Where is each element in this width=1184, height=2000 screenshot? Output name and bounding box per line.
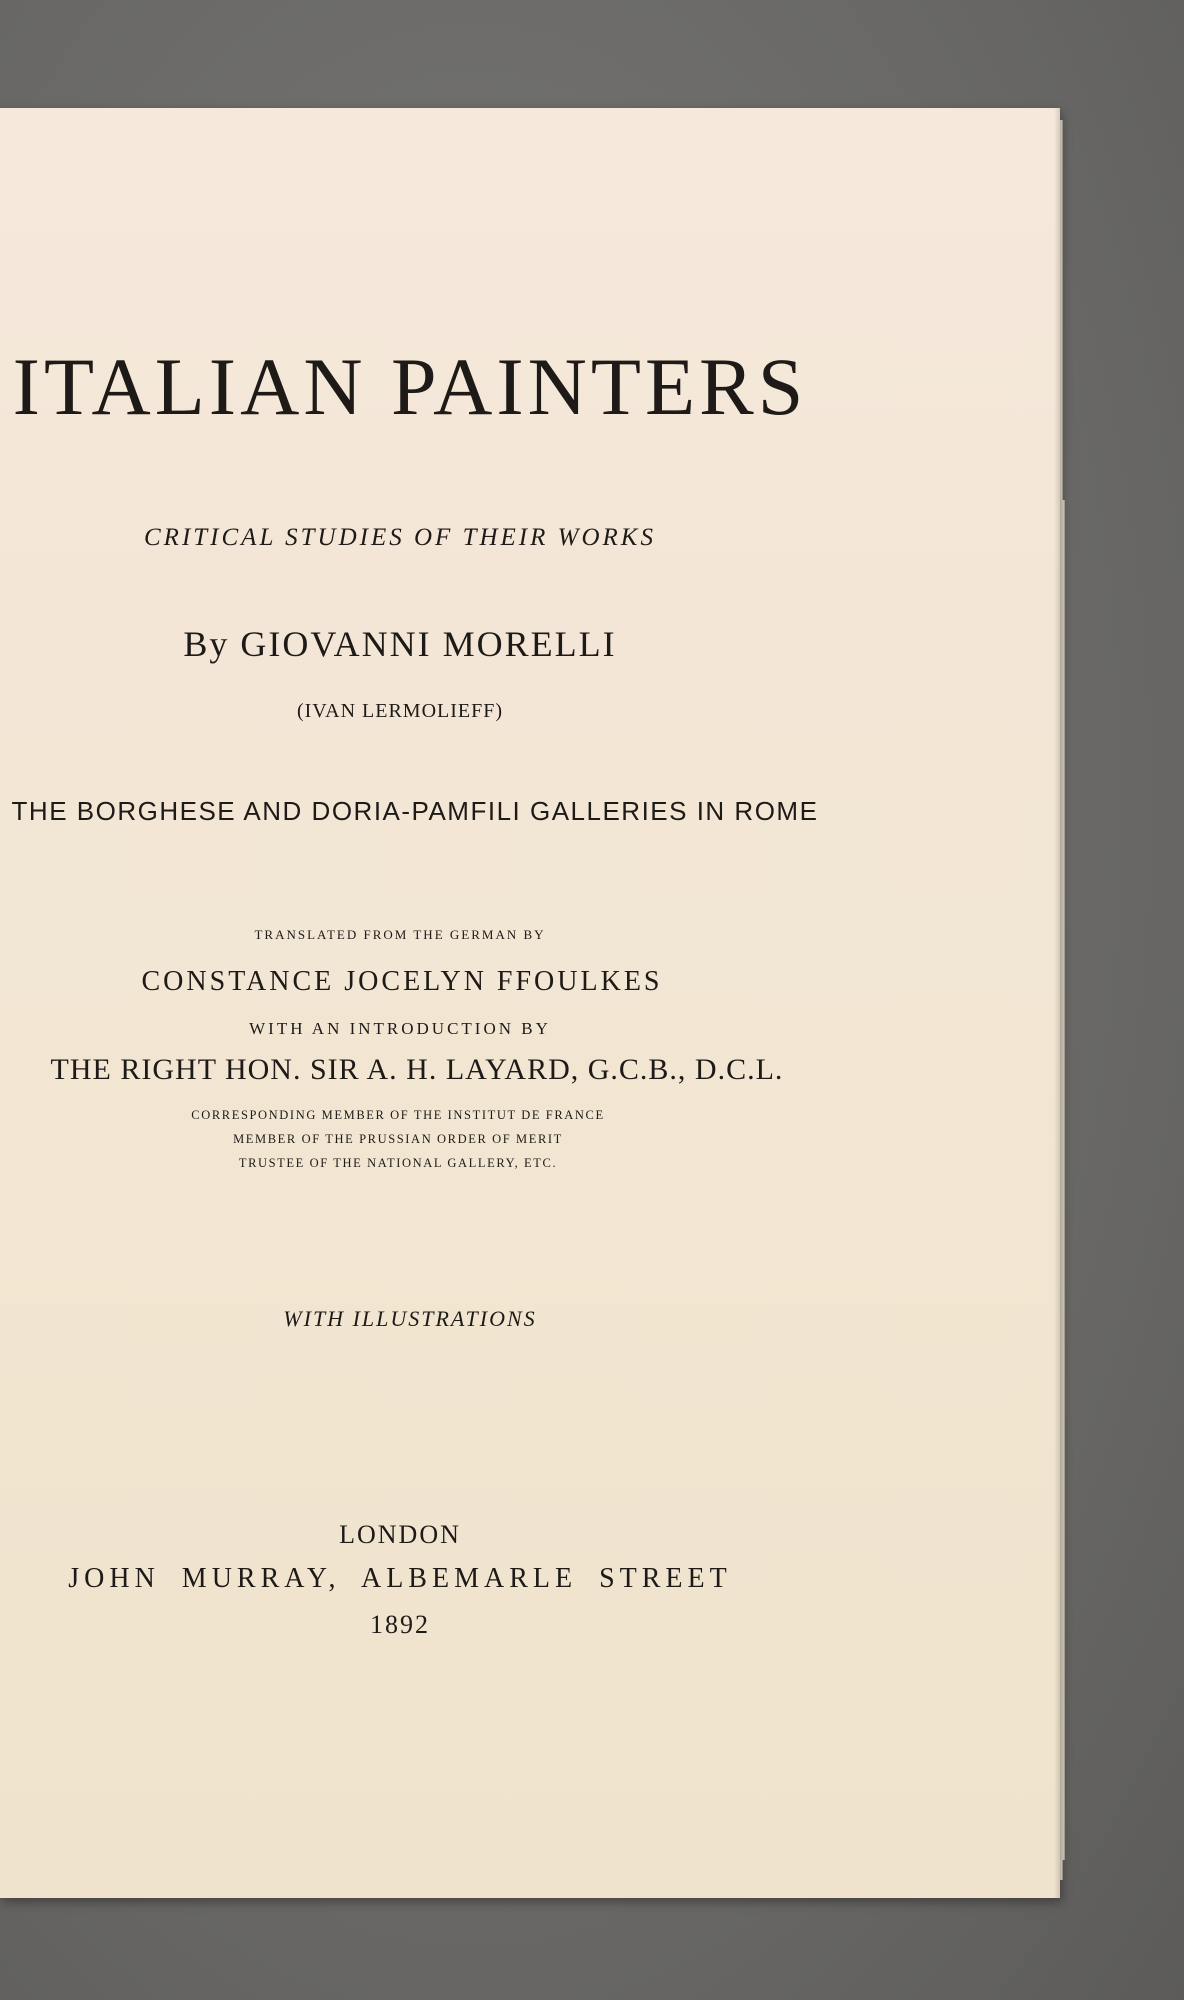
introduction-label: WITH AN INTRODUCTION BY (249, 1019, 551, 1038)
book-title: ITALIAN PAINTERS (12, 341, 808, 432)
credential-line: MEMBER OF THE PRUSSIAN ORDER OF MERIT (233, 1132, 563, 1146)
translated-by-label: TRANSLATED FROM THE GERMAN BY (254, 927, 546, 942)
imprint-year: 1892 (370, 1610, 430, 1639)
author-line: By GIOVANNI MORELLI (183, 624, 617, 664)
book-subtitle: CRITICAL STUDIES OF THEIR WORKS (144, 524, 656, 551)
translator-name: CONSTANCE JOCELYN FFOULKES (141, 966, 663, 997)
title-page (0, 108, 1060, 1898)
imprint-publisher: JOHN MURRAY, ALBEMARLE STREET (68, 1563, 732, 1594)
credential-line: TRUSTEE OF THE NATIONAL GALLERY, ETC. (238, 1156, 558, 1170)
imprint-city: LONDON (339, 1520, 461, 1549)
volume-title: THE BORGHESE AND DORIA-PAMFILI GALLERIES IN ROME (11, 796, 819, 826)
illustrations-note: WITH ILLUSTRATIONS (283, 1306, 537, 1331)
credential-line: CORRESPONDING MEMBER OF THE INSTITUT DE FRANCE (191, 1108, 605, 1122)
author-pseudonym: (IVAN LERMOLIEFF) (296, 700, 504, 722)
introducer-name: THE RIGHT HON. SIR A. H. LAYARD, G.C.B., D.C.L. (50, 1053, 784, 1086)
